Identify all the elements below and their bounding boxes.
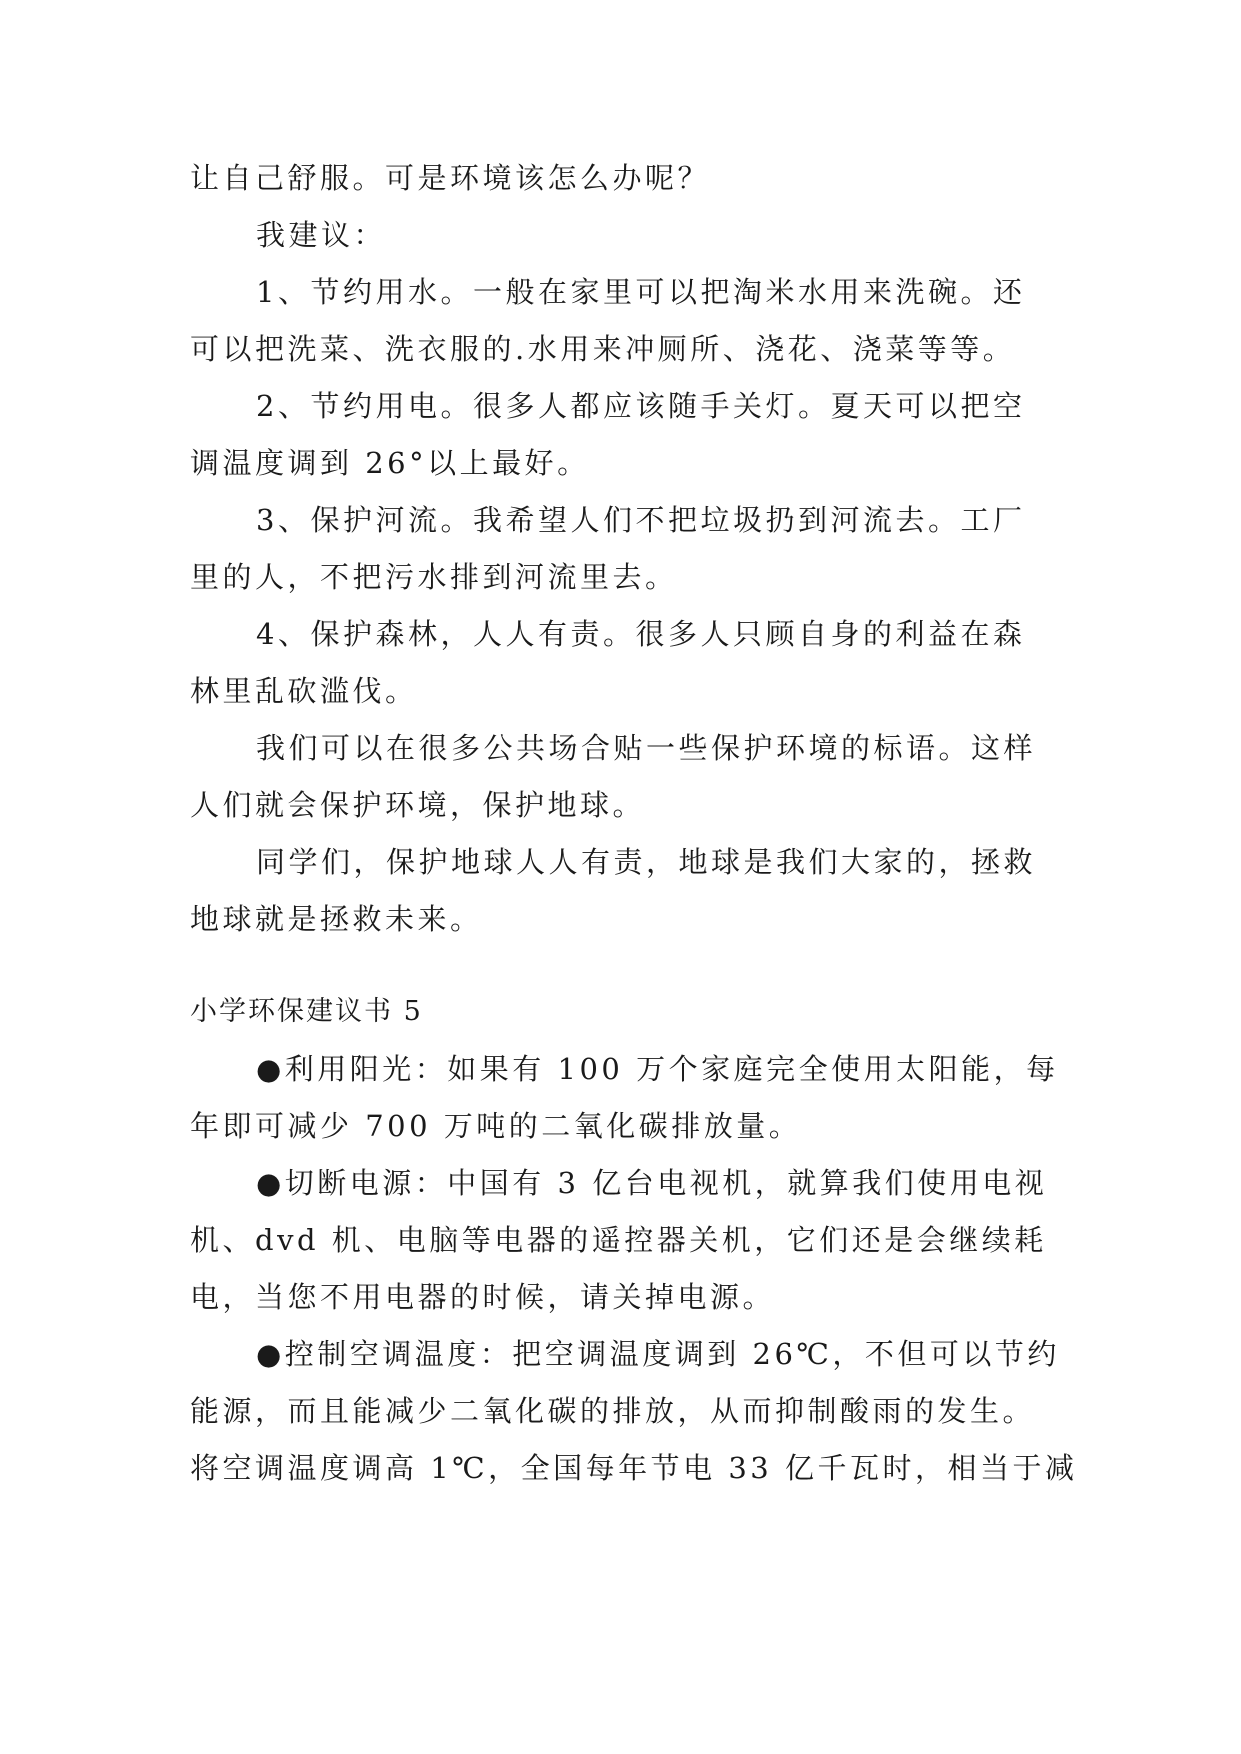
paragraph-line: 可以把洗菜、洗衣服的.水用来冲厕所、浇花、浇菜等等。 [190, 332, 1016, 366]
paragraph-line: 人们就会保护环境，保护地球。 [190, 788, 646, 822]
section-heading: 小学环保建议书 5 [190, 996, 423, 1027]
paragraph-line: 年即可减少 700 万吨的二氧化碳排放量。 [190, 1109, 802, 1143]
paragraph-line: 1、节约用水。一般在家里可以把淘米水用来洗碗。还 [256, 275, 1026, 309]
paragraph-line: 3、保护河流。我希望人们不把垃圾扔到河流去。工厂 [256, 503, 1026, 537]
paragraph-line: ●切断电源：中国有 3 亿台电视机，就算我们使用电视 [256, 1166, 1048, 1200]
paragraph-line: ●控制空调温度：把空调温度调到 26℃，不但可以节约 [256, 1337, 1060, 1371]
paragraph-line: 机、dvd 机、电脑等电器的遥控器关机，它们还是会继续耗 [190, 1223, 1047, 1257]
paragraph-line: 能源，而且能减少二氧化碳的排放，从而抑制酸雨的发生。 [190, 1394, 1036, 1428]
paragraph-line: 同学们，保护地球人人有责，地球是我们大家的，拯救 [256, 845, 1037, 879]
paragraph-line: 让自己舒服。可是环境该怎么办呢？ [190, 161, 711, 195]
paragraph-line: 2、节约用电。很多人都应该随手关灯。夏天可以把空 [256, 389, 1026, 423]
paragraph-line: ●利用阳光：如果有 100 万个家庭完全使用太阳能，每 [256, 1052, 1059, 1086]
paragraph-line: 4、保护森林，人人有责。很多人只顾自身的利益在森 [256, 617, 1026, 651]
paragraph-line: 我们可以在很多公共场合贴一些保护环境的标语。这样 [256, 731, 1037, 765]
paragraph-line: 地球就是拯救未来。 [190, 902, 483, 936]
paragraph-line: 里的人，不把污水排到河流里去。 [190, 560, 678, 594]
paragraph-line: 调温度调到 26°以上最好。 [190, 446, 590, 480]
paragraph-line: 我建议： [256, 218, 387, 252]
paragraph-line: 电，当您不用电器的时候，请关掉电源。 [190, 1280, 776, 1314]
paragraph-line: 将空调温度调高 1℃，全国每年节电 33 亿千瓦时，相当于减 [190, 1451, 1078, 1485]
paragraph-line: 林里乱砍滥伐。 [190, 674, 418, 708]
